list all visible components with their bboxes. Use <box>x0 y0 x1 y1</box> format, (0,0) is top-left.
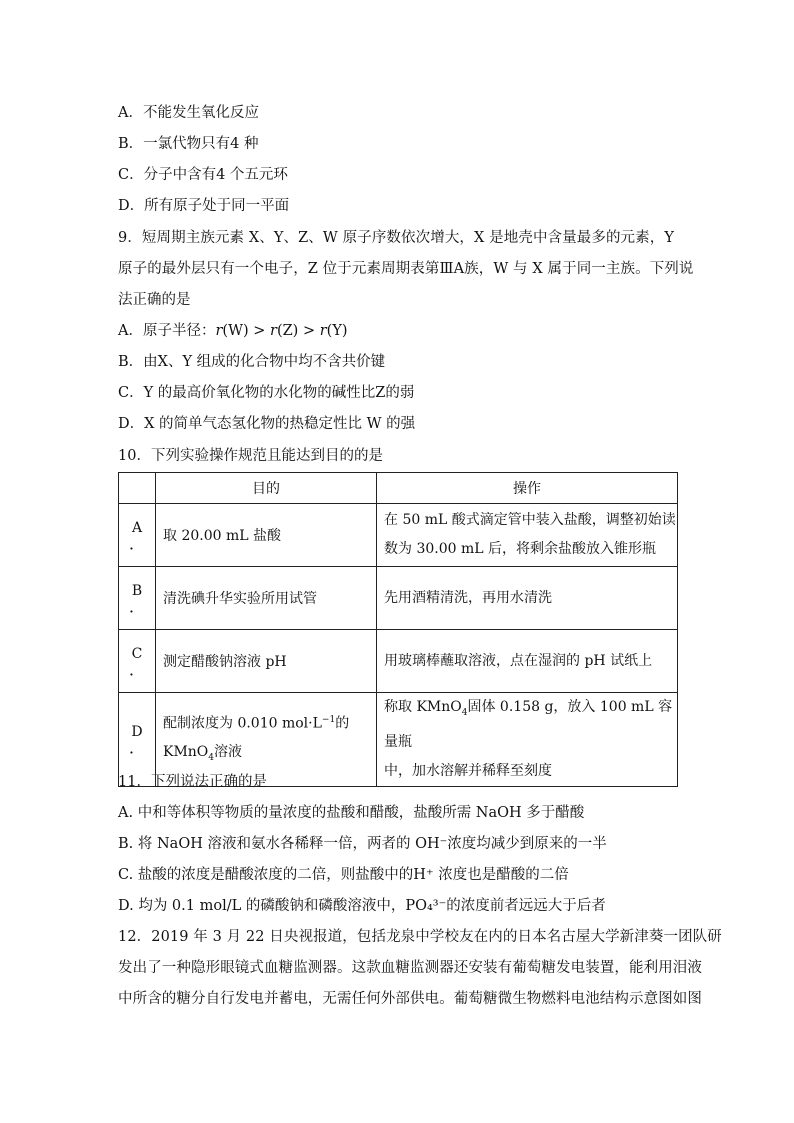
operation-cell <box>377 504 678 567</box>
q12-line-1: 12．2019 年 3 月 22 日央视报道，包括龙泉中学校友在内的日本名古屋大学新津葵一团队研 <box>118 929 722 945</box>
radius-z: (Z) > <box>276 323 320 339</box>
q9-stem-line-1: 9．短周期主族元素 X、Y、Z、W 原子序数依次增大，X 是地壳中含量最多的元素，Y <box>118 230 675 246</box>
purpose-cell: 测定醋酸钠溶液 pH <box>156 630 377 693</box>
option-dot: ． <box>128 534 145 553</box>
option-letter: A <box>131 520 143 536</box>
purpose-text: 溶液 <box>214 744 243 761</box>
operation-line: 在 50 mL 酸式滴定管中装入盐酸，调整初始读 <box>384 512 676 528</box>
header-purpose: 目的 <box>156 473 377 504</box>
option-dot: ． <box>128 660 145 679</box>
operation-line: 数为 30.00 mL 后，将剩余盐酸放入锥形瓶 <box>384 541 657 557</box>
superscript: −1 <box>321 714 336 725</box>
q11-option-a: A. 中和等体积等物质的量浓度的盐酸和醋酸，盐酸所需 NaOH 多于醋酸 <box>118 805 585 821</box>
subscript: 4 <box>461 707 468 718</box>
operation-text: 称取 KMnO <box>384 699 462 715</box>
q9-option-c: C．Y 的最高价氧化物的水化物的碱性比Z的弱 <box>118 385 415 401</box>
operation-line <box>384 693 677 757</box>
operation-line: 中，加水溶解并稀释至刻度 <box>384 762 552 779</box>
purpose-cell: 清洗碘升华实验所用试管 <box>156 567 377 630</box>
q12-line-2: 发出了一种隐形眼镜式血糖监测器。这款血糖监测器还安装有葡萄糖发电装置，能利用泪液 <box>118 960 702 976</box>
option-letter: B <box>131 583 143 599</box>
operation-cell: 先用酒精清洗，再用水清洗 <box>377 567 678 630</box>
option-dot: ． <box>128 597 145 616</box>
q11-option-c: C. 盐酸的浓度是醋酸浓度的二倍，则盐酸中的H⁺ 浓度也是醋酸的二倍 <box>118 867 569 883</box>
formula-text: KMnO <box>163 744 209 761</box>
purpose-text: 配制浓度为 0.010 mol·L <box>163 715 322 732</box>
operation-cell: 用玻璃棒蘸取溶液，点在湿润的 pH 试纸上 <box>377 630 678 693</box>
row-letter <box>119 567 156 630</box>
row-letter <box>119 630 156 693</box>
header-blank <box>119 473 156 504</box>
radius-symbol: r <box>215 323 223 339</box>
radius-symbol: r <box>319 323 327 339</box>
q9-stem-line-2: 原子的最外层只有一个电子，Z 位于元素周期表第ⅢA族，W 与 X 属于同一主族。下列说 <box>118 261 694 277</box>
q8-option-a: A．不能发生氧化反应 <box>118 105 259 121</box>
q10-stem: 10．下列实验操作规范且能达到目的的是 <box>118 448 383 464</box>
table-row <box>119 567 678 630</box>
option-letter: D <box>131 724 143 741</box>
option-letter: C <box>131 646 143 662</box>
q8-option-d: D．所有原子处于同一平面 <box>118 198 290 214</box>
purpose-text: 的 <box>335 715 350 732</box>
q11-stem: 11．下列说法正确的是 <box>118 774 267 790</box>
q8-option-c: C．分子中含有4 个五元环 <box>118 167 288 183</box>
purpose-line <box>163 738 376 773</box>
q8-option-b: B．一氯代物只有4 种 <box>118 136 259 152</box>
purpose-cell: 取 20.00 mL 盐酸 <box>156 504 377 567</box>
q9-option-d: D．X 的简单气态氢化物的热稳定性比 W 的强 <box>118 416 416 432</box>
radius-w: (W) > <box>222 323 271 339</box>
q11-option-d: D. 均为 0.1 mol/L 的磷酸钠和磷酸溶液中，PO₄³⁻的浓度前者远远大于后者 <box>118 898 606 914</box>
table-header-row <box>119 473 678 504</box>
radius-y: (Y) <box>326 323 348 339</box>
row-letter <box>119 504 156 567</box>
q9-option-b: B．由X、Y 组成的化合物中均不含共价键 <box>118 354 386 370</box>
q9-option-a <box>118 321 684 341</box>
q9-a-prefix: A．原子半径： <box>118 323 216 339</box>
purpose-line <box>163 706 376 739</box>
option-dot: ． <box>128 738 145 758</box>
operation-text: 固体 0.158 g，放入 100 mL 容量瓶 <box>384 699 673 750</box>
q9-stem-line-3: 法正确的是 <box>118 292 191 308</box>
subscript: 4 <box>208 753 215 764</box>
q11-option-b: B. 将 NaOH 溶液和氨水各稀释一倍，两者的 OH⁻浓度均减少到原来的一半 <box>118 836 607 852</box>
table-row <box>119 504 678 567</box>
table-row <box>119 630 678 693</box>
header-operation: 操作 <box>377 473 678 504</box>
q12-line-3: 中所含的糖分自行发电并蓄电，无需任何外部供电。葡萄糖微生物燃料电池结构示意图如图 <box>118 991 702 1007</box>
radius-symbol: r <box>270 323 277 339</box>
q10-table <box>118 472 678 787</box>
